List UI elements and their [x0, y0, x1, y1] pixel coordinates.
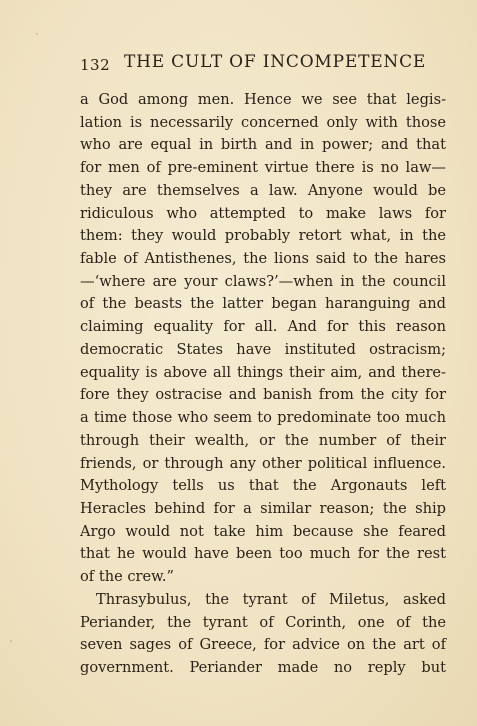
- text-line: —‘where are your claws?’—when in the council: [80, 272, 446, 290]
- page-header: [80, 52, 450, 78]
- paper-speck: [36, 33, 38, 35]
- text-line: a time those who seem to predominate too much: [80, 409, 446, 427]
- text-line: of the crew.”: [80, 568, 175, 586]
- text-line: government. Periander made no reply but: [80, 658, 446, 676]
- text-line: Heracles behind for a similar reason; the ship: [80, 499, 446, 517]
- text-line: lation is necessarily concerned only with those: [80, 113, 446, 131]
- text-line: fable of Antisthenes, the lions said to the hares: [80, 250, 446, 268]
- text-line: claiming equality for all. And for this reason: [80, 318, 446, 336]
- text-line: Mythology tells us that the Argonauts left: [80, 477, 446, 495]
- text-line: a God among men. Hence we see that legis-: [80, 91, 446, 108]
- text-line: Periander, the tyrant of Corinth, one of the: [80, 613, 446, 631]
- page-number: 132: [80, 56, 111, 74]
- text-line: equality is above all things their aim, and there-: [80, 363, 446, 381]
- body-text: [80, 89, 446, 680]
- text-line: of the beasts the latter began haranguing and: [80, 295, 446, 313]
- text-line: ridiculous who attempted to make laws for: [80, 204, 446, 222]
- text-line: Argo would not take him because she feared: [80, 522, 446, 540]
- text-line: Thrasybulus, the tyrant of Miletus, asked: [96, 590, 446, 608]
- text-line: that he would have been too much for the rest: [80, 545, 446, 563]
- text-line: them: they would probably retort what, in the: [80, 227, 446, 245]
- text-line: seven sages of Greece, for advice on the art of: [80, 636, 446, 654]
- text-line: through their wealth, or the number of their: [80, 431, 446, 449]
- paper-speck: [10, 640, 12, 642]
- text-line: fore they ostracise and banish from the city for: [80, 386, 446, 404]
- text-line: friends, or through any other political influence.: [80, 454, 446, 472]
- text-line: who are equal in birth and in power; and that: [80, 136, 446, 154]
- text-line: they are themselves a law. Anyone would be: [80, 181, 446, 199]
- text-line: for men of pre-eminent virtue there is no law—: [80, 159, 446, 177]
- text-line: democratic States have instituted ostracism;: [80, 340, 446, 358]
- running-head: THE CULT OF INCOMPETENCE: [124, 52, 427, 72]
